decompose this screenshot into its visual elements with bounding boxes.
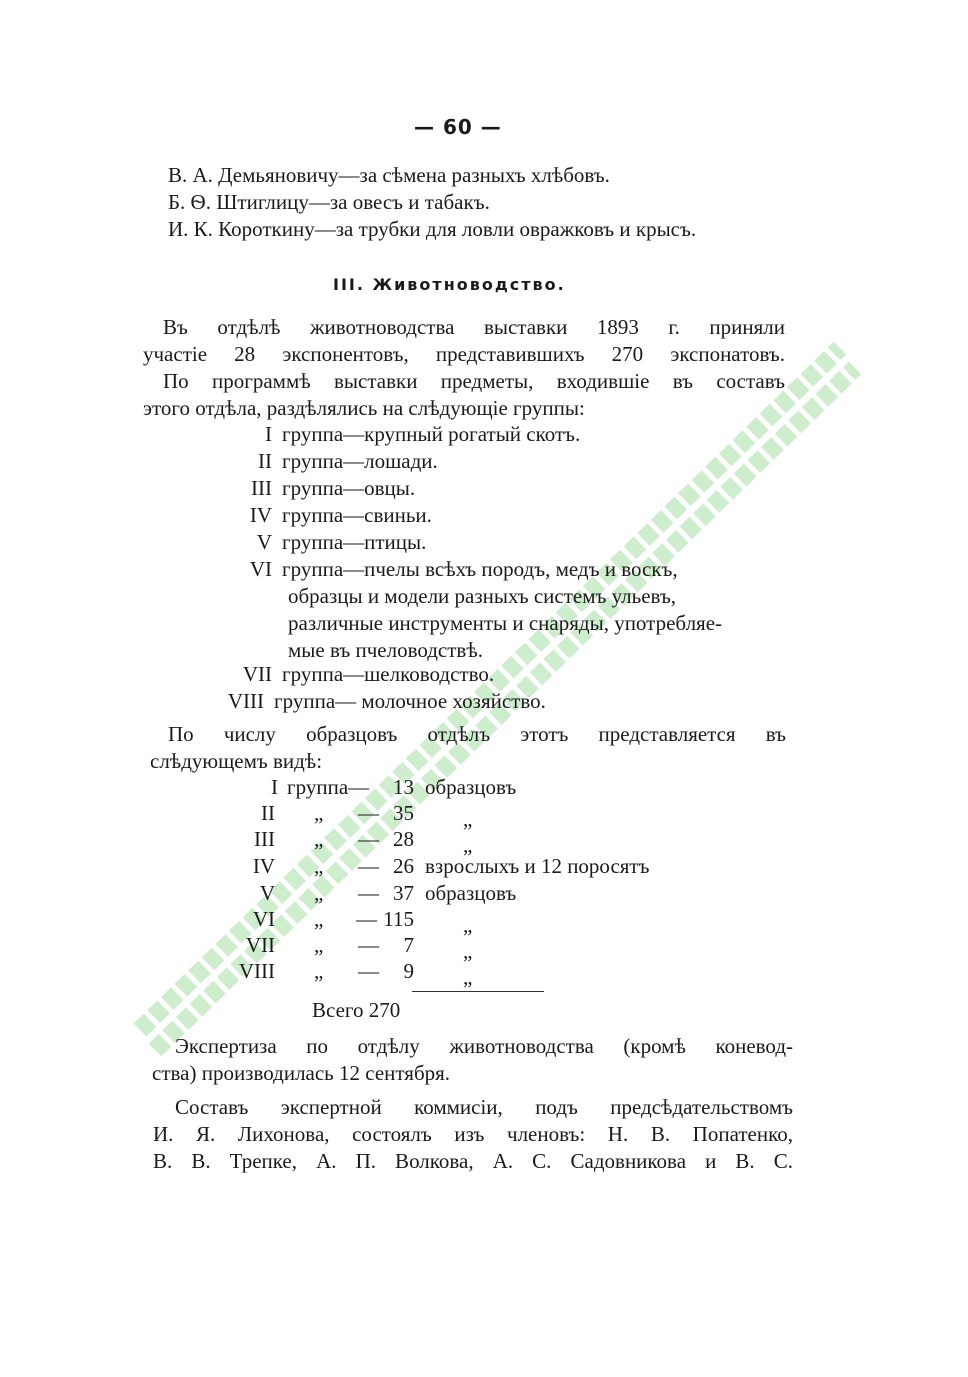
group-text-continued: образцы и модели разныхъ системъ ульевъ, <box>288 584 677 608</box>
page-number: — 60 — <box>414 115 502 139</box>
award-line: В. А. Демьяновичу—за сѣмена разныхъ хлѣбовъ. <box>168 163 610 187</box>
count-value: 9 <box>403 959 414 983</box>
count-label: группа— <box>287 775 370 799</box>
count-value: 35 <box>393 801 414 825</box>
count-value: 37 <box>393 881 414 905</box>
count-ditto: „ <box>314 933 324 957</box>
group-text: группа—пчелы всѣхъ породъ, медъ и воскъ, <box>282 557 678 581</box>
group-numeral: VIII <box>227 689 264 713</box>
count-dash: — <box>358 827 379 851</box>
group-text: группа—лошади. <box>282 449 438 473</box>
count-dash: — <box>358 854 379 878</box>
group-numeral: VII <box>242 662 272 686</box>
count-intro-line: слѣдующемъ видѣ: <box>150 749 323 773</box>
group-numeral: VI <box>249 557 272 581</box>
count-value: 115 <box>383 907 414 931</box>
count-unit: „ <box>463 807 473 831</box>
count-unit: „ <box>463 965 473 989</box>
count-unit: взрослыхъ и 12 поросятъ <box>425 854 650 878</box>
commission-line: И. Я. Лихонова, состоялъ изъ членовъ: Н. В. Попатенко, <box>153 1122 793 1146</box>
group-text: группа—шелководство. <box>282 662 495 686</box>
award-line: И. К. Короткину—за трубки для ловли овражковъ и крысъ. <box>168 217 697 241</box>
count-ditto: „ <box>314 827 324 851</box>
group-numeral: III <box>251 476 272 500</box>
count-dash: — <box>358 933 379 957</box>
count-numeral: VI <box>252 907 275 931</box>
group-numeral: IV <box>249 503 272 527</box>
group-text: группа— молочное хозяйство. <box>274 689 546 713</box>
count-numeral: IV <box>252 854 275 878</box>
count-value: 26 <box>393 854 414 878</box>
group-numeral: V <box>256 530 272 554</box>
count-value: 13 <box>393 775 414 799</box>
count-unit: образцовъ <box>425 881 517 905</box>
award-line: Б. Ѳ. Штиглицу—за овесъ и табакъ. <box>168 190 490 214</box>
count-value: 28 <box>393 827 414 851</box>
group-text: группа—свиньи. <box>282 503 432 527</box>
count-ditto: „ <box>314 959 324 983</box>
group-text: группа—крупный рогатый скотъ. <box>282 422 581 446</box>
count-dash: — <box>358 959 379 983</box>
count-numeral: III <box>254 827 275 851</box>
commission-line: Составъ экспертной коммисіи, подъ предсѣдательствомъ <box>175 1095 793 1119</box>
count-unit: „ <box>463 913 473 937</box>
sum-rule <box>412 991 544 992</box>
group-text-continued: мые въ пчеловодствѣ. <box>288 638 483 662</box>
count-intro-line: По числу образцовъ отдѣлъ этотъ представляется въ <box>168 722 786 746</box>
count-unit: образцовъ <box>425 775 517 799</box>
group-numeral: II <box>258 449 272 473</box>
intro-line: этого отдѣла, раздѣлялись на слѣдующіе группы: <box>143 396 585 420</box>
group-text: группа—овцы. <box>282 476 416 500</box>
count-unit: „ <box>463 939 473 963</box>
section-title: III. Животноводство. <box>333 275 566 294</box>
count-unit: „ <box>463 833 473 857</box>
count-numeral: VII <box>245 933 275 957</box>
count-numeral: VIII <box>238 959 275 983</box>
count-dash: — <box>358 801 379 825</box>
group-text-continued: различные инструменты и снаряды, употребляе- <box>288 611 723 635</box>
count-numeral: II <box>261 801 275 825</box>
commission-line: В. В. Трепке, А. П. Волкова, А. С. Садовникова и В. С. <box>153 1149 793 1173</box>
count-numeral: V <box>259 881 275 905</box>
count-dash: — <box>358 881 379 905</box>
count-ditto: „ <box>314 854 324 878</box>
intro-line: участіе 28 экспонентовъ, представившихъ 270 экспонатовъ. <box>143 342 785 366</box>
count-numeral: I <box>271 775 278 799</box>
count-dash: — <box>356 907 377 931</box>
group-text: группа—птицы. <box>282 530 427 554</box>
group-numeral: I <box>265 422 272 446</box>
count-ditto: „ <box>314 801 324 825</box>
intro-line: По программѣ выставки предметы, входившіе въ составъ <box>163 369 785 393</box>
count-value: 7 <box>403 933 414 957</box>
count-ditto: „ <box>314 881 324 905</box>
expertise-line: Экспертиза по отдѣлу животноводства (кромѣ коневод- <box>175 1034 793 1058</box>
expertise-line: ства) производилась 12 сентября. <box>152 1061 451 1085</box>
count-ditto: „ <box>314 907 324 931</box>
total-line: Всего 270 <box>312 998 401 1022</box>
intro-line: Въ отдѣлѣ животноводства выставки 1893 г. приняли <box>163 315 785 339</box>
